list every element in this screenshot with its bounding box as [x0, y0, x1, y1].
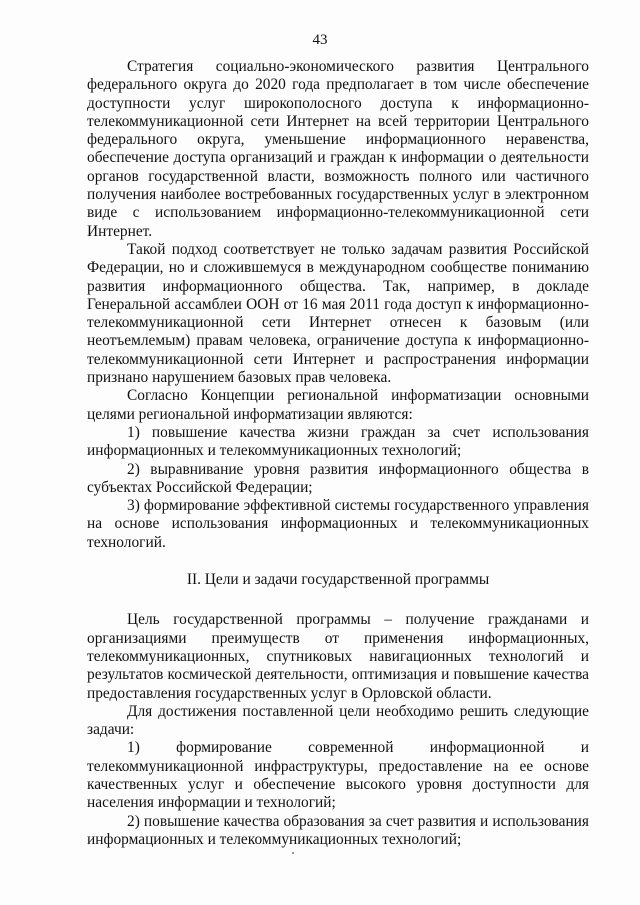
paragraph-program-goal: Цель государственной программы – получение гражданами и организациями преимуществ от применения информационных, телекоммуникационных, спутниковых навигационных технологий и результатов космической деятельности, оптимизация и повышение качества предоставления государственных услуг в Орловской области.: [87, 611, 589, 702]
list-item-goal-1: 1) повышение качества жизни граждан за счет использования информационных и телекоммуникационных технологий;: [87, 423, 589, 460]
list-item-task-1: 1) формирование современной информационной и телекоммуникационной инфраструктуры, предоставление на ее основе качественных услуг и обеспечение высокого уровня доступности для населения информации и технологий;: [87, 739, 589, 812]
paragraph-tasks-intro: Для достижения поставленной цели необходимо решить следующие задачи:: [87, 702, 589, 739]
scan-artifact-dot: [292, 852, 294, 854]
list-item-goal-2: 2) выравнивание уровня развития информационного общества в субъектах Российской Федерации;: [87, 460, 589, 496]
list-item-task-2: 2) повышение качества образования за счет развития и использования информационных и телекоммуникационных технологий;: [87, 812, 589, 848]
document-body: [87, 58, 589, 849]
paragraph-strategy: Стратегия социально-экономического развития Центрального федерального округа до 2020 года предполагает в том числе обеспечение доступности услуг широкополосного доступа к информационно-телекоммуникационной сети Интернет на всей территории Центрального федерального округа, уменьшение информационного неравенства, обеспечение доступа организаций и граждан к информации о деятельности органов государственной власти, возможность полного или частичного получения наиболее востребованных государственных услуг в электронном виде с использованием информационно-телекоммуникационной сети Интернет.: [87, 58, 589, 240]
section-heading: II. Цели и задачи государственной программы: [186, 571, 490, 589]
paragraph-approach: Такой подход соответствует не только задачам развития Российской Федерации, но и сложившемуся в международном сообществе пониманию развития информационного общества. Так, например, в докладе Генеральной ассамблеи ООН от 16 мая 2011 года доступ к информационно-телекоммуникационной сети Интернет отнесен к базовым (или неотъемлемым) правам человека, ограничение доступа к информационно-телекоммуникационной сети Интернет и распространения информации признано нарушением базовых прав человека.: [87, 240, 589, 387]
list-item-goal-3: 3) формирование эффективной системы государственного управления на основе использования информационных и телекоммуникационных технологий.: [87, 497, 589, 551]
page-number: 43: [312, 32, 328, 48]
paragraph-concept-intro: Согласно Концепции региональной информатизации основными целями региональной информатизации являются:: [87, 387, 589, 423]
